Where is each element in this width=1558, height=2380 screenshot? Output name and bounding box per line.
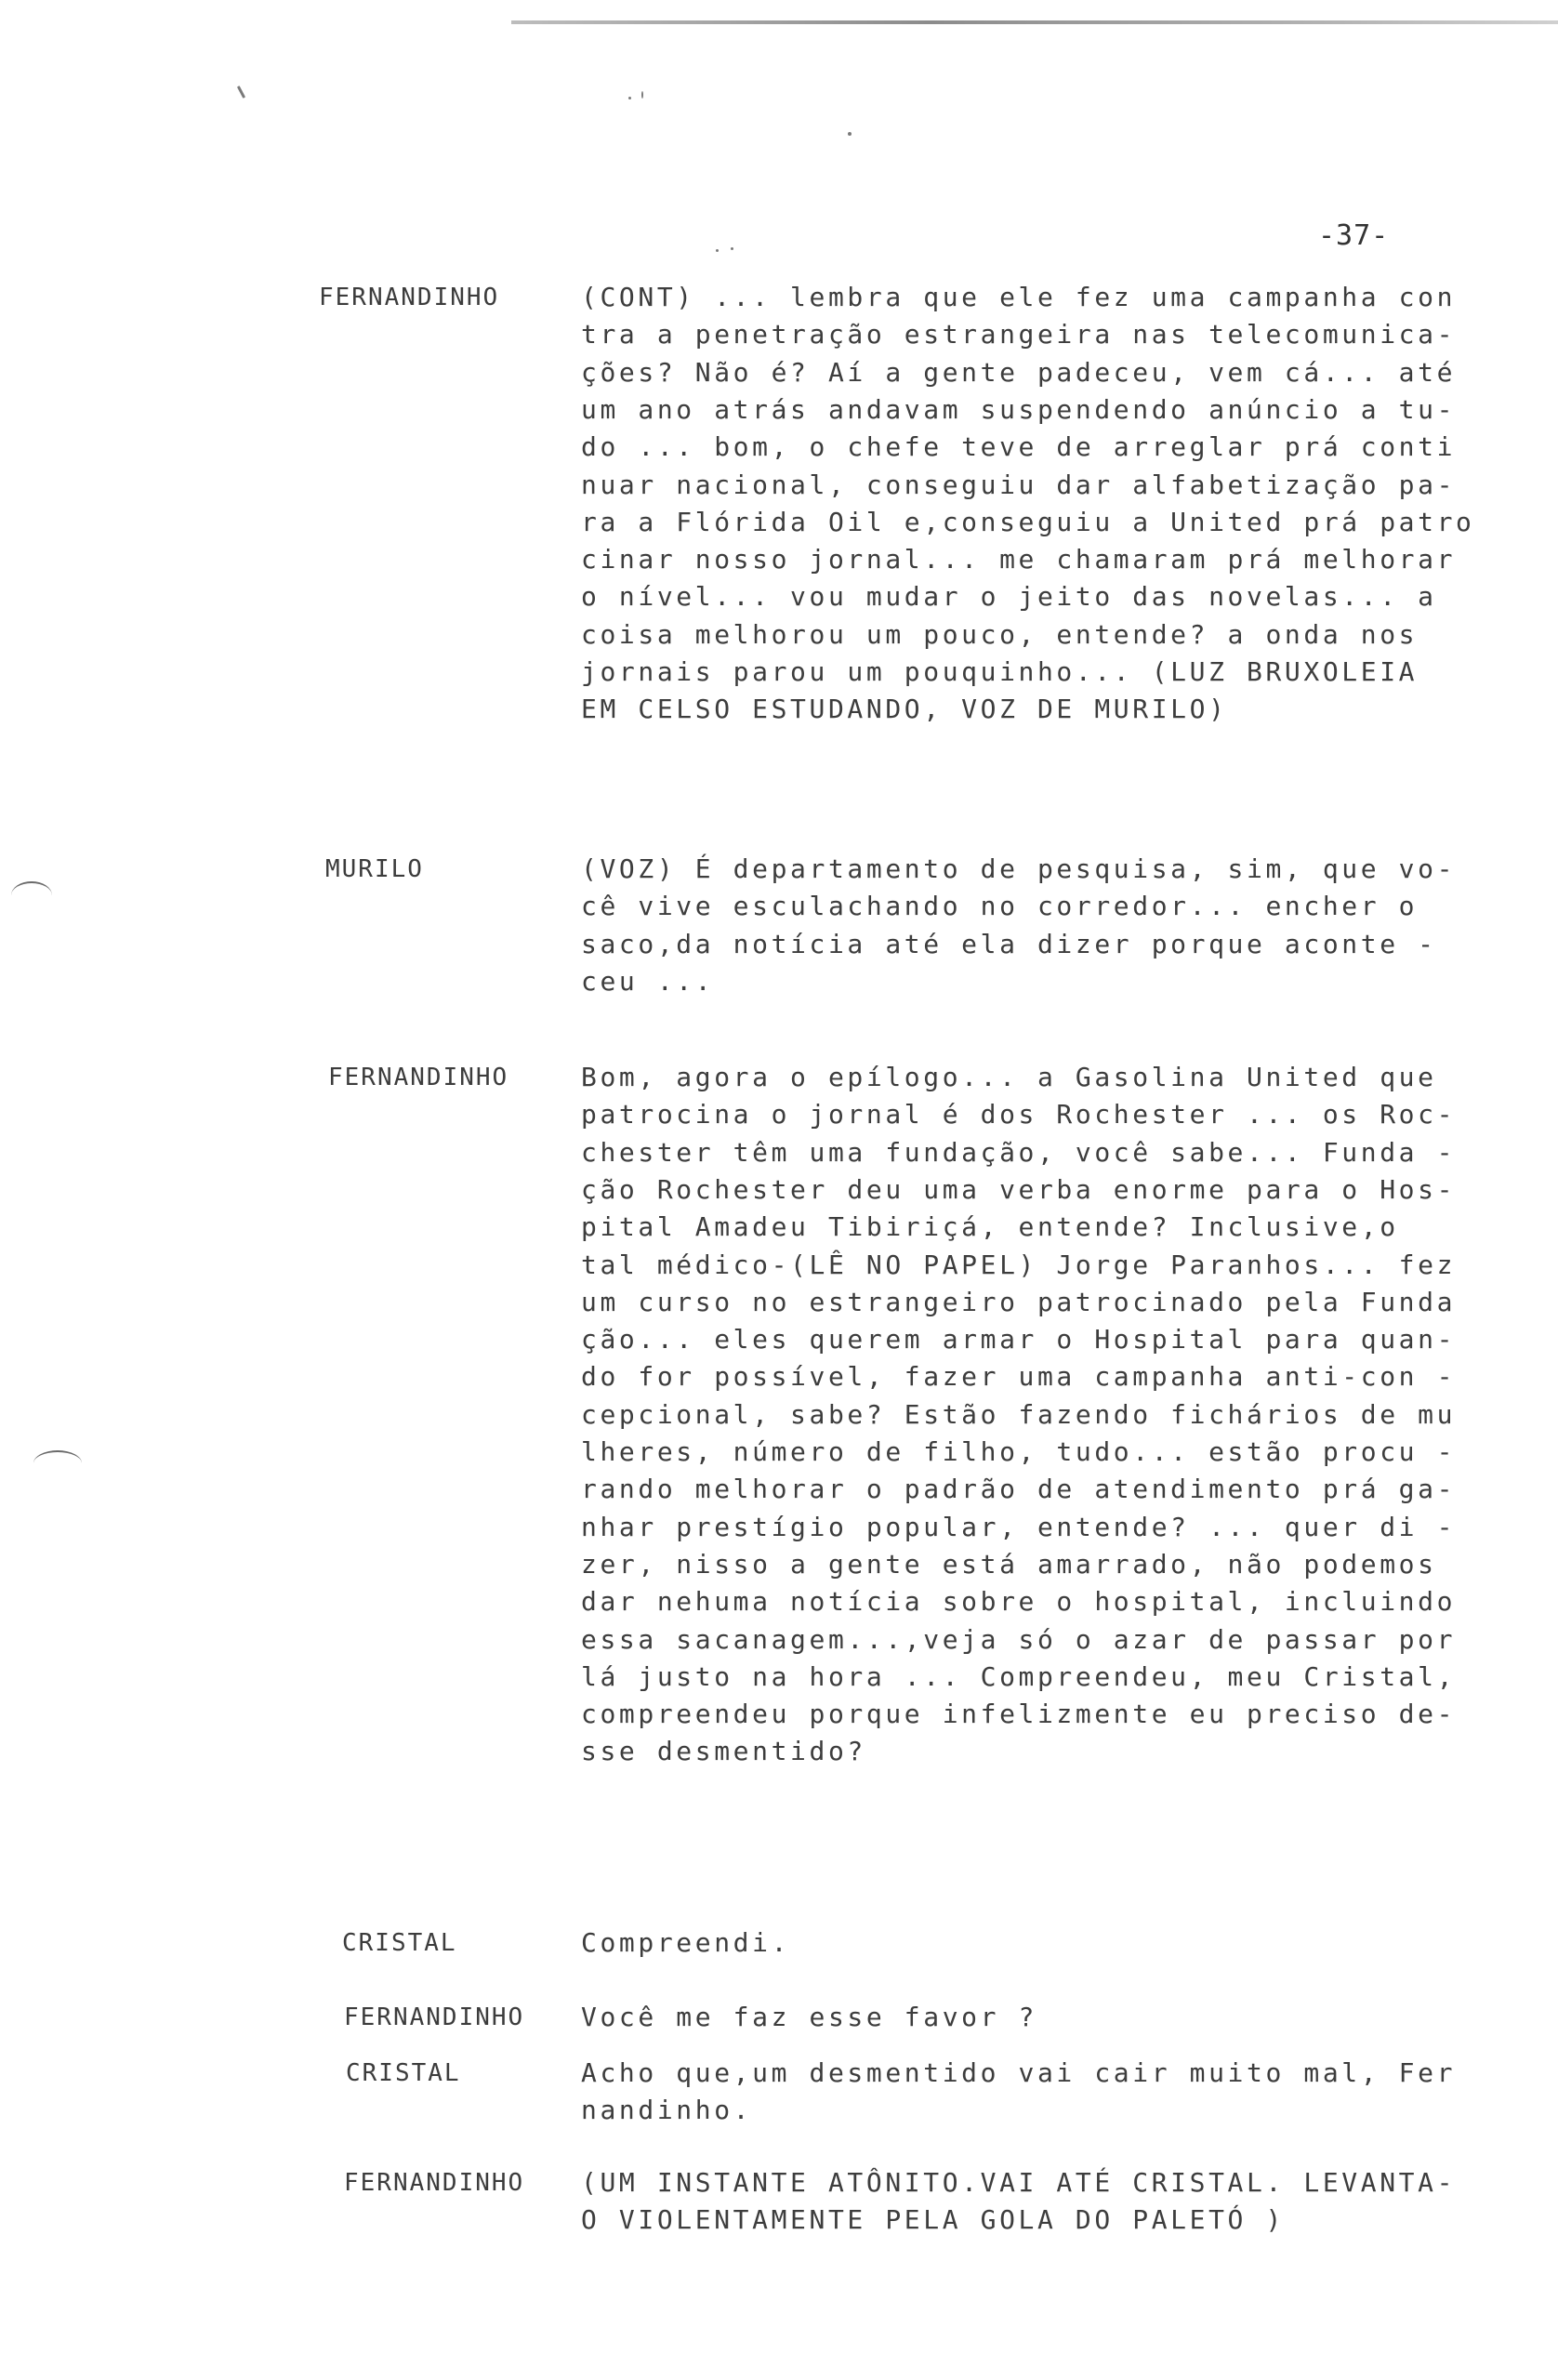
speaker-name: FERNANDINHO: [319, 284, 500, 311]
dialogue-line: nandinho.: [581, 2095, 753, 2125]
dialogue-line: do for possível, fazer uma campanha anti-con -: [581, 1361, 1457, 1392]
speaker-name: MURILO: [325, 855, 424, 883]
dialogue-line: essa sacanagem...,veja só o azar de passar por: [581, 1624, 1457, 1655]
speaker-name: CRISTAL: [346, 2059, 461, 2087]
speaker-name: FERNANDINHO: [328, 1064, 509, 1091]
speaker-name: CRISTAL: [342, 1929, 457, 1957]
dialogue-line: ção... eles querem armar o Hospital para quan-: [581, 1324, 1457, 1355]
dialogue-line: patrocina o jornal é dos Rochester ... os Roc-: [581, 1099, 1457, 1130]
dialogue-line: coisa melhorou um pouco, entende? a onda nos: [581, 619, 1419, 650]
margin-mark: [11, 881, 52, 909]
dialogue-line: ção Rochester deu uma verba enorme para o Hos-: [581, 1174, 1457, 1205]
dialogue-line: nhar prestígio popular, entende? ... quer di -: [581, 1512, 1457, 1542]
dialogue-line: jornais parou um pouquinho... (LUZ BRUXOLEIA: [581, 656, 1419, 687]
dialogue-line: Bom, agora o epílogo... a Gasolina United que: [581, 1062, 1437, 1092]
scan-top-edge-line: [511, 20, 1558, 24]
dialogue-line: lheres, número de filho, tudo... estão procu -: [581, 1436, 1457, 1467]
page-number: -37-: [1318, 219, 1390, 252]
scan-speck: [731, 247, 733, 250]
speaker-name: FERNANDINHO: [344, 2003, 525, 2031]
dialogue-line: Compreendi.: [581, 1927, 791, 1958]
dialogue-line: o nível... vou mudar o jeito das novelas... a: [581, 581, 1437, 612]
dialogue-line: nuar nacional, conseguiu dar alfabetização pa-: [581, 469, 1457, 500]
dialogue-line: (UM INSTANTE ATÔNITO.VAI ATÉ CRISTAL. LEVANTA-: [581, 2167, 1457, 2198]
scan-speck: [641, 91, 643, 99]
dialogue-line: cepcional, sabe? Estão fazendo fichários de mu: [581, 1399, 1457, 1430]
dialogue-line: Acho que,um desmentido vai cair muito mal, Fer: [581, 2057, 1457, 2088]
dialogue-line: do ... bom, o chefe teve de arreglar prá conti: [581, 431, 1457, 462]
dialogue-line: pital Amadeu Tibiriçá, entende? Inclusive,o: [581, 1211, 1399, 1242]
dialogue-line: um ano atrás andavam suspendendo anúncio a tu-: [581, 394, 1457, 425]
scan-speck: [237, 86, 245, 99]
dialogue-line: zer, nisso a gente está amarrado, não podemos: [581, 1549, 1437, 1580]
dialogue-line: chester têm uma fundação, você sabe... Funda -: [581, 1137, 1457, 1168]
scan-speck: [848, 132, 852, 136]
dialogue-line: (CONT) ... lembra que ele fez uma campanha con: [581, 282, 1457, 312]
dialogue-line: ceu ...: [581, 966, 715, 997]
scan-speck: [628, 97, 631, 99]
dialogue-line: Você me faz esse favor ?: [581, 2002, 1037, 2032]
dialogue-line: ra a Flórida Oil e,conseguiu a United prá patro: [581, 507, 1475, 537]
dialogue-line: dar nehuma notícia sobre o hospital, incluindo: [581, 1586, 1457, 1617]
dialogue-line: rando melhorar o padrão de atendimento prá ga-: [581, 1474, 1457, 1504]
margin-mark: [33, 1450, 82, 1476]
dialogue-line: tal médico-(LÊ NO PAPEL) Jorge Paranhos... fez: [581, 1250, 1457, 1280]
dialogue-line: EM CELSO ESTUDANDO, VOZ DE MURILO): [581, 694, 1228, 724]
dialogue-line: (VOZ) É departamento de pesquisa, sim, que vo-: [581, 853, 1457, 884]
dialogue-line: compreendeu porque infelizmente eu preciso de-: [581, 1699, 1457, 1729]
scan-speck: [716, 249, 719, 252]
dialogue-line: um curso no estrangeiro patrocinado pela Funda: [581, 1287, 1457, 1317]
dialogue-line: sse desmentido?: [581, 1736, 866, 1766]
dialogue-line: tra a penetração estrangeira nas telecomunica-: [581, 319, 1457, 350]
dialogue-line: O VIOLENTAMENTE PELA GOLA DO PALETÓ ): [581, 2204, 1285, 2235]
speaker-name: FERNANDINHO: [344, 2169, 525, 2197]
dialogue-line: cinar nosso jornal... me chamaram prá melhorar: [581, 544, 1457, 575]
dialogue-line: lá justo na hora ... Compreendeu, meu Cristal,: [581, 1661, 1457, 1692]
dialogue-line: cê vive esculachando no corredor... encher o: [581, 891, 1419, 921]
dialogue-line: saco,da notícia até ela dizer porque aconte -: [581, 929, 1437, 959]
dialogue-line: ções? Não é? Aí a gente padeceu, vem cá... até: [581, 357, 1457, 388]
